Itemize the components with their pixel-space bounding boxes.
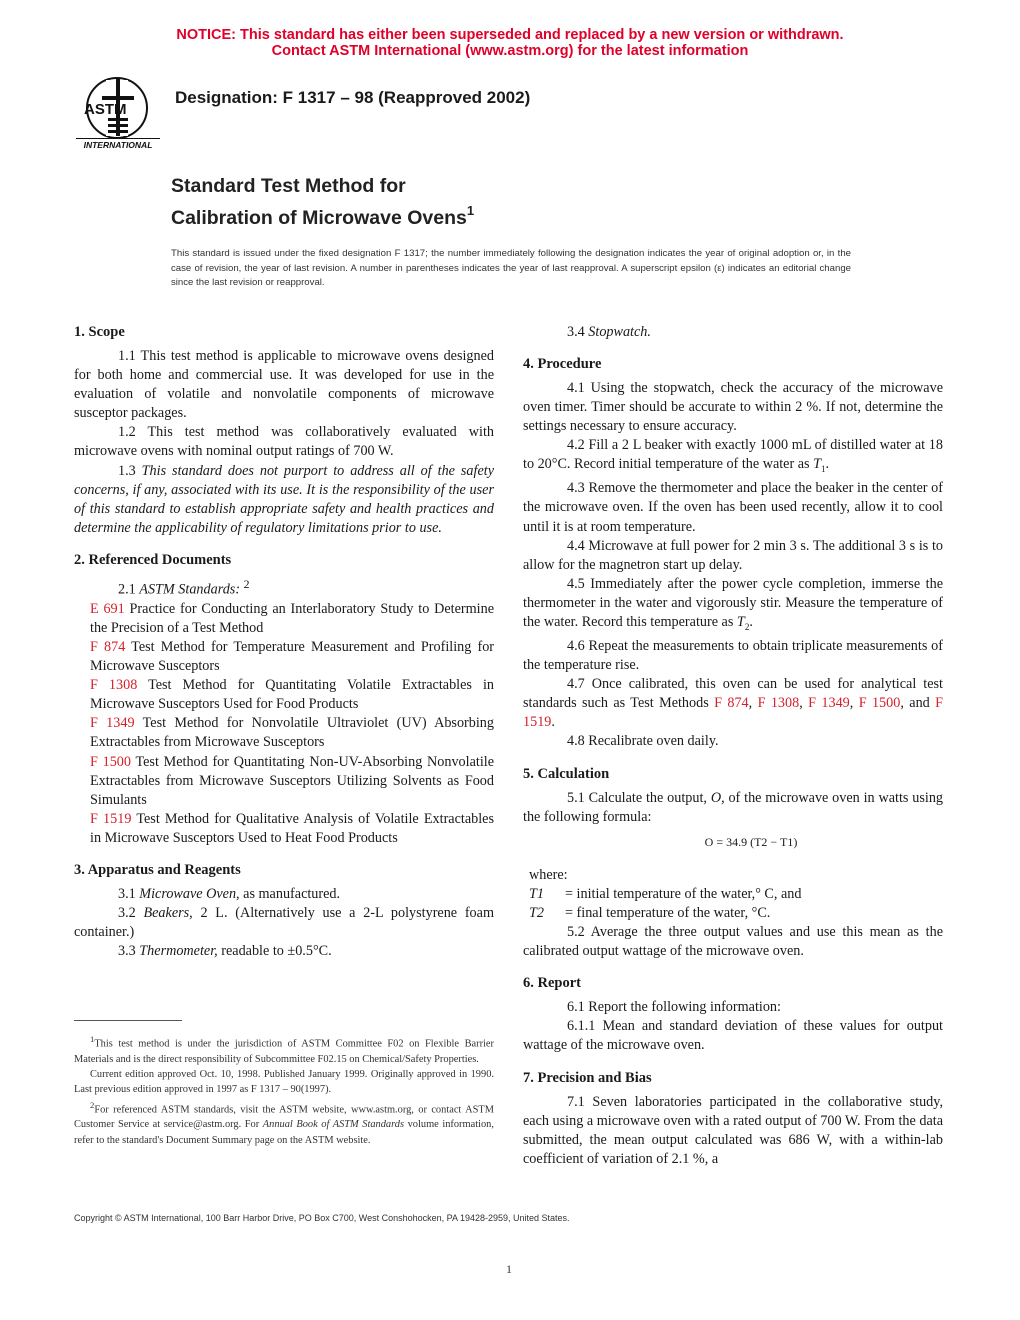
para-7-1: 7.1 Seven laboratories participated in the collaborative study, each using a microwave oven with a rated output of 700 W. From the data submitted, the mean output calculated was 686 W, with a within-lab coefficient of variation of 2.1 %, a [523, 1093, 943, 1167]
notice-line-1: NOTICE: This standard has either been superseded and replaced by a new version or withdrawn. [176, 27, 844, 43]
ref-item: F 1308 Test Method for Quantitating Volatile Extractables in Microwave Susceptors Used for Food Products [90, 677, 494, 713]
issuance-note: This standard is issued under the fixed designation F 1317; the number immediately following the designation indicates the year of original adoption or, in the case of revision, the year of last revision. A number in parentheses indicates the year of last reapproval. A superscript epsilon (ε) indicates an editorial change since the last revision or reapproval. [171, 248, 851, 289]
ref-item: F 874 Test Method for Temperature Measurement and Profiling for Microwave Susceptors [90, 638, 495, 675]
para-6-1: 6.1 Report the following information: [567, 999, 781, 1016]
para-3-1: 3.1 Microwave Oven, as manufactured. [118, 885, 341, 902]
ref-item: E 691 Practice for Conducting an Interlaboratory Study to Determine the Precision of a Test Method [90, 600, 495, 636]
footnote-1: $^1$This test method is under the jurisdiction of ASTM Committee F02 on Flexible Barrier Materials and is the direct responsibility of Subcommittee F02.15 on Chemical/Safety Properties. [74, 1034, 494, 1065]
section-scope-heading: 1. Scope [74, 324, 125, 340]
ref-item: F 1349 Test Method for Nonvolatile Ultraviolet (UV) Absorbing Extractables from Microwave Susceptors [90, 715, 494, 751]
para-4-4: 4.4 Microwave at full power for 2 min 3 s. The additional 3 s is to allow for the magnetron start up delay. [523, 537, 943, 573]
para-6-1-1: 6.1.1 Mean and standard deviation of these values for output wattage of the microwave oven. [523, 1018, 943, 1054]
para-4-8: 4.8 Recalibrate oven daily. [567, 733, 719, 750]
ref-link[interactable]: F 1308 [90, 677, 138, 694]
para-4-1: 4.1 Using the stopwatch, check the accuracy of the microwave oven timer. Timer should be accurate to within 2 %. If not, determine the settings necessary to ensure accuracy. [523, 380, 943, 435]
footnote-2: $^2$For referenced ASTM standards, visit the ASTM website, www.astm.org, or contact ASTM Customer Service at service@astm.org. For Annual Book of ASTM Standards volume information, refer to the standard's Document Summary page on the ASTM website. [74, 1099, 494, 1146]
section-report-heading: 6. Report [523, 975, 581, 992]
para-1-1: 1.1 This test method is applicable to microwave ovens designed for both home and commercial use. It was developed for use in the evaluation of volatile and nonvolatile components of microwave susceptor packages. [74, 348, 494, 422]
document-title [171, 174, 474, 231]
astm-logo [72, 72, 164, 152]
title-line-1: Standard Test Method for [171, 175, 406, 197]
logo-caption: INTERNATIONAL [83, 140, 153, 150]
para-1-3: 1.3 This standard does not purport to address all of the safety concerns, if any, associated with its use. It is the responsibility of the user of this standard to establish appropriate safety and health practices and determine the applicability of regulatory limitations prior to use. [74, 462, 494, 536]
definition-t1: T1 = initial temperature of the water,° C, and [529, 885, 802, 902]
section-calculation-heading: 5. Calculation [523, 765, 610, 782]
ref-link[interactable]: F 874 [714, 695, 749, 712]
footnote-2-ref[interactable]: 2 [243, 576, 250, 591]
ref-link[interactable]: F 1519 [90, 810, 132, 827]
footnote-1-edition: Current edition approved Oct. 10, 1998. Published January 1999. Originally approved in 1990. Last previous edition approved in 1997 as F 1317 – 90(1997). [74, 1069, 494, 1096]
ref-link[interactable]: F 1349 [90, 715, 135, 732]
left-column [74, 323, 494, 961]
section-precision-heading: 7. Precision and Bias [523, 1069, 652, 1086]
notice-line-2: Contact ASTM International (www.astm.org) for the latest information [271, 43, 749, 59]
ref-link[interactable]: F 1308 [757, 695, 800, 712]
ref-link[interactable]: F 874 [90, 638, 126, 655]
page-number: 1 [506, 1262, 512, 1276]
section-references-heading: 2. Referenced Documents [74, 551, 232, 568]
para-1-2: 1.2 This test method was collaboratively evaluated with microwave ovens with nominal output ratings of 700 W. [74, 424, 494, 460]
ref-item: F 1500 Test Method for Quantitating Non-UV-Absorbing Nonvolatile Extractables from Microwave Susceptors Utilizing Solvents as Food Simulants [90, 753, 495, 808]
ref-link[interactable]: F 1349 [808, 695, 850, 712]
title-footnote-ref[interactable]: 1 [466, 203, 475, 218]
section-procedure-heading: 4. Procedure [523, 356, 602, 373]
para-3-2: 3.2 Beakers, 2 L. (Alternatively use a 2-L polystyrene foam container.) [74, 905, 494, 941]
para-4-6: 4.6 Repeat the measurements to obtain triplicate measurements of the temperature rise. [523, 637, 943, 674]
definition-t2: T2 = final temperature of the water, °C. [529, 905, 771, 921]
para-5-2: 5.2 Average the three output values and use this mean as the calibrated output wattage of the microwave oven. [523, 924, 943, 960]
ref-link[interactable]: E 691 [90, 600, 125, 617]
para-4-2: 4.2 Fill a 2 L beaker with exactly 1000 mL of distilled water at 18 to 20°C. Record initial temperature of the water as $T_1$. [523, 437, 943, 475]
right-column [523, 323, 943, 1169]
para-3-4: 3.4 Stopwatch. [567, 324, 651, 340]
copyright: Copyright © ASTM International, 100 Barr Harbor Drive, PO Box C700, West Conshohocken, PA 19428-2959, United States. [74, 1213, 570, 1223]
footnotes [74, 1032, 494, 1148]
para-4-5: 4.5 Immediately after the power cycle completion, immerse the thermometer in the water and vigorously stir. Measure the temperature of the water. Record this temperature as $T_2$. [523, 575, 943, 632]
title-line-2: Calibration of Microwave Ovens [171, 207, 467, 229]
where-label: where: [529, 866, 568, 883]
section-apparatus-heading: 3. Apparatus and Reagents [74, 861, 241, 878]
ref-link[interactable]: F 1500 [90, 753, 131, 770]
ref-link[interactable]: F 1519 [523, 695, 944, 731]
para-4-7: 4.7 Once calibrated, this oven can be used for analytical test standards such as Test Methods F 874, F 1308, F 1349, F 1500, and F 1519. [523, 676, 944, 731]
para-4-3: 4.3 Remove the thermometer and place the beaker in the center of the microwave oven. If the oven has been used recently, allow it to cool until it is at room temperature. [523, 480, 943, 535]
ref-link[interactable]: F 1500 [858, 695, 901, 712]
para-5-1: 5.1 Calculate the output, O, of the microwave oven in watts using the following formula: [523, 789, 944, 825]
logo-letter-a: ASTM [84, 101, 127, 118]
ref-item: F 1519 Test Method for Qualitative Analysis of Volatile Extractables in Microwave Susceptors Used to Heat Food Products [90, 810, 494, 846]
para-2-1: 2.1 ASTM Standards: $^2$ [118, 576, 250, 598]
output-formula: O = 34.9 (T2 − T1) [704, 834, 798, 849]
designation: Designation: F 1317 – 98 (Reapproved 2002) [175, 88, 531, 107]
para-3-3: 3.3 Thermometer, readable to ±0.5°C. [118, 943, 332, 960]
